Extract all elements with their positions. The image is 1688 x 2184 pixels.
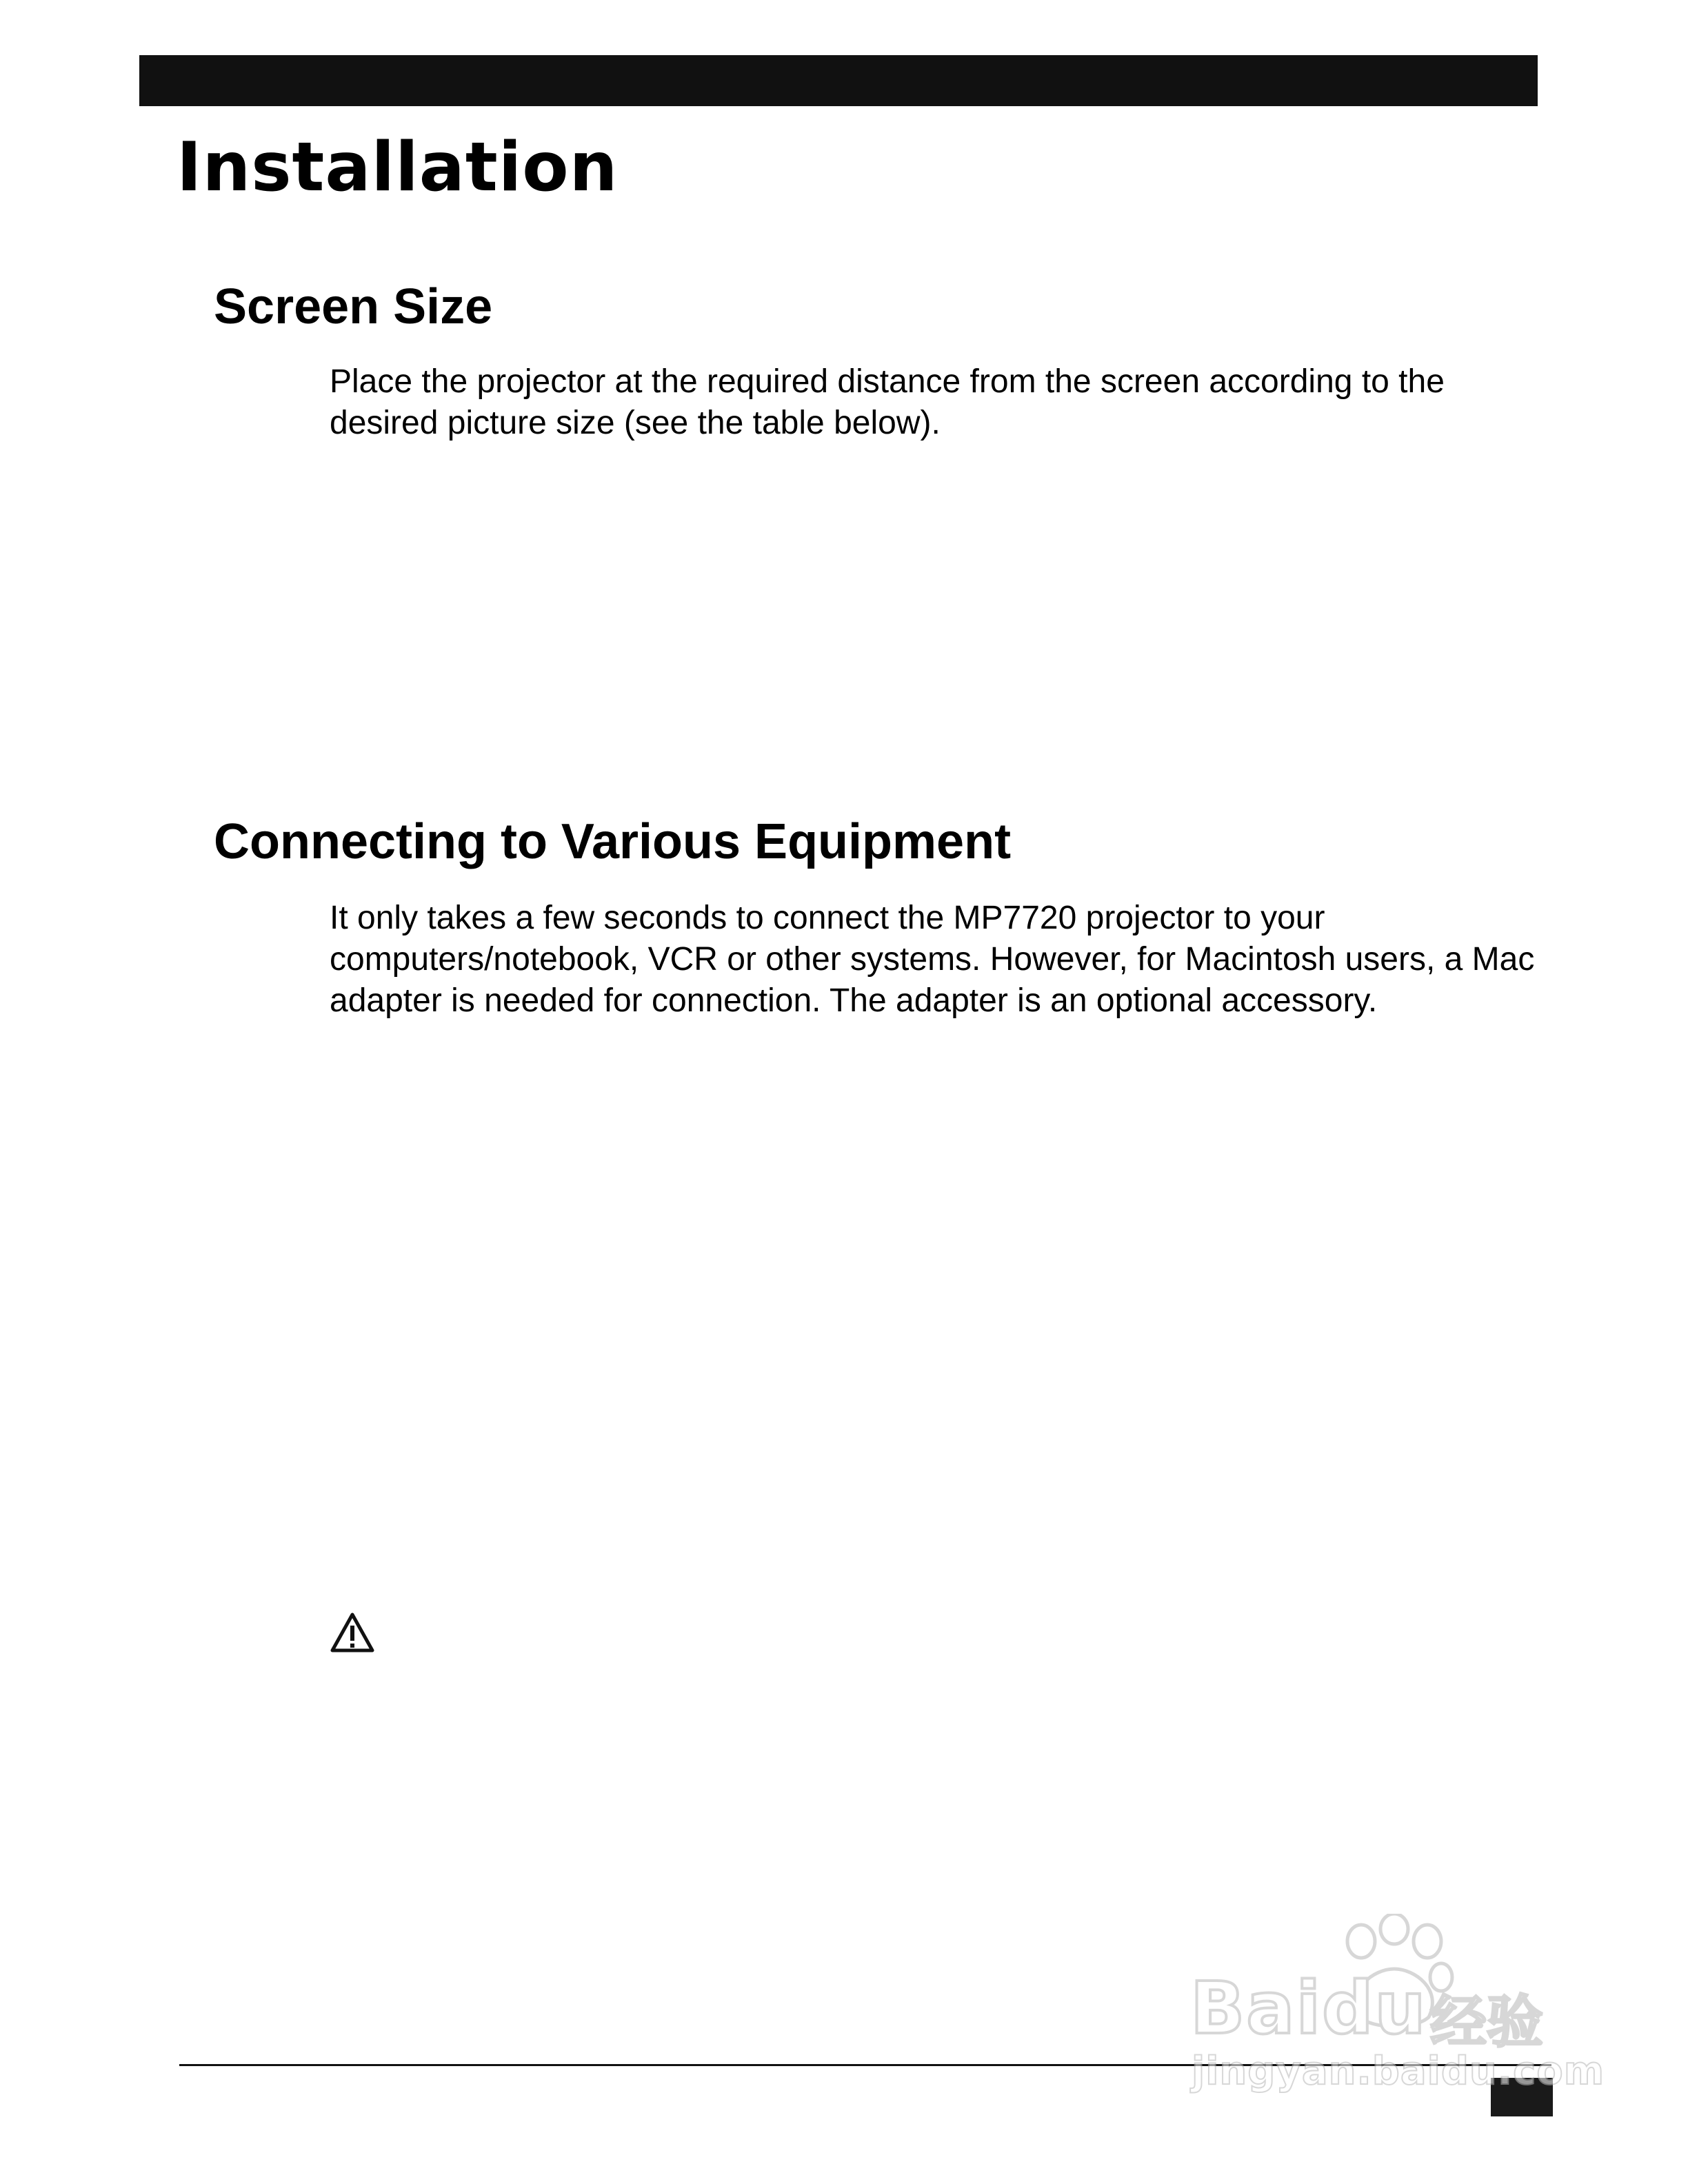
warning-triangle-icon xyxy=(330,1612,375,1653)
watermark xyxy=(1186,1914,1605,2094)
page-title: Installation xyxy=(177,128,619,207)
section-heading-screen-size: Screen Size xyxy=(214,279,493,334)
header-bar xyxy=(139,55,1538,106)
section-heading-connecting: Connecting to Various Equipment xyxy=(214,814,1012,869)
watermark-brand: Baidu xyxy=(1190,1966,1427,2050)
watermark-url: jingyan.baidu.com xyxy=(1192,2049,1605,2094)
paragraph-screen-size: Place the projector at the required distance from the screen according to the desired picture size (see the table below). xyxy=(330,363,1445,441)
watermark-cn: 经验 xyxy=(1430,1990,1544,2055)
paragraph-connecting: It only takes a few seconds to connect the MP7720 projector to your computers/notebook, VCR or other systems. However, for Macintosh users, a Mac adapter is needed for connection. The adapter is an optional accessory. xyxy=(330,900,1535,1019)
